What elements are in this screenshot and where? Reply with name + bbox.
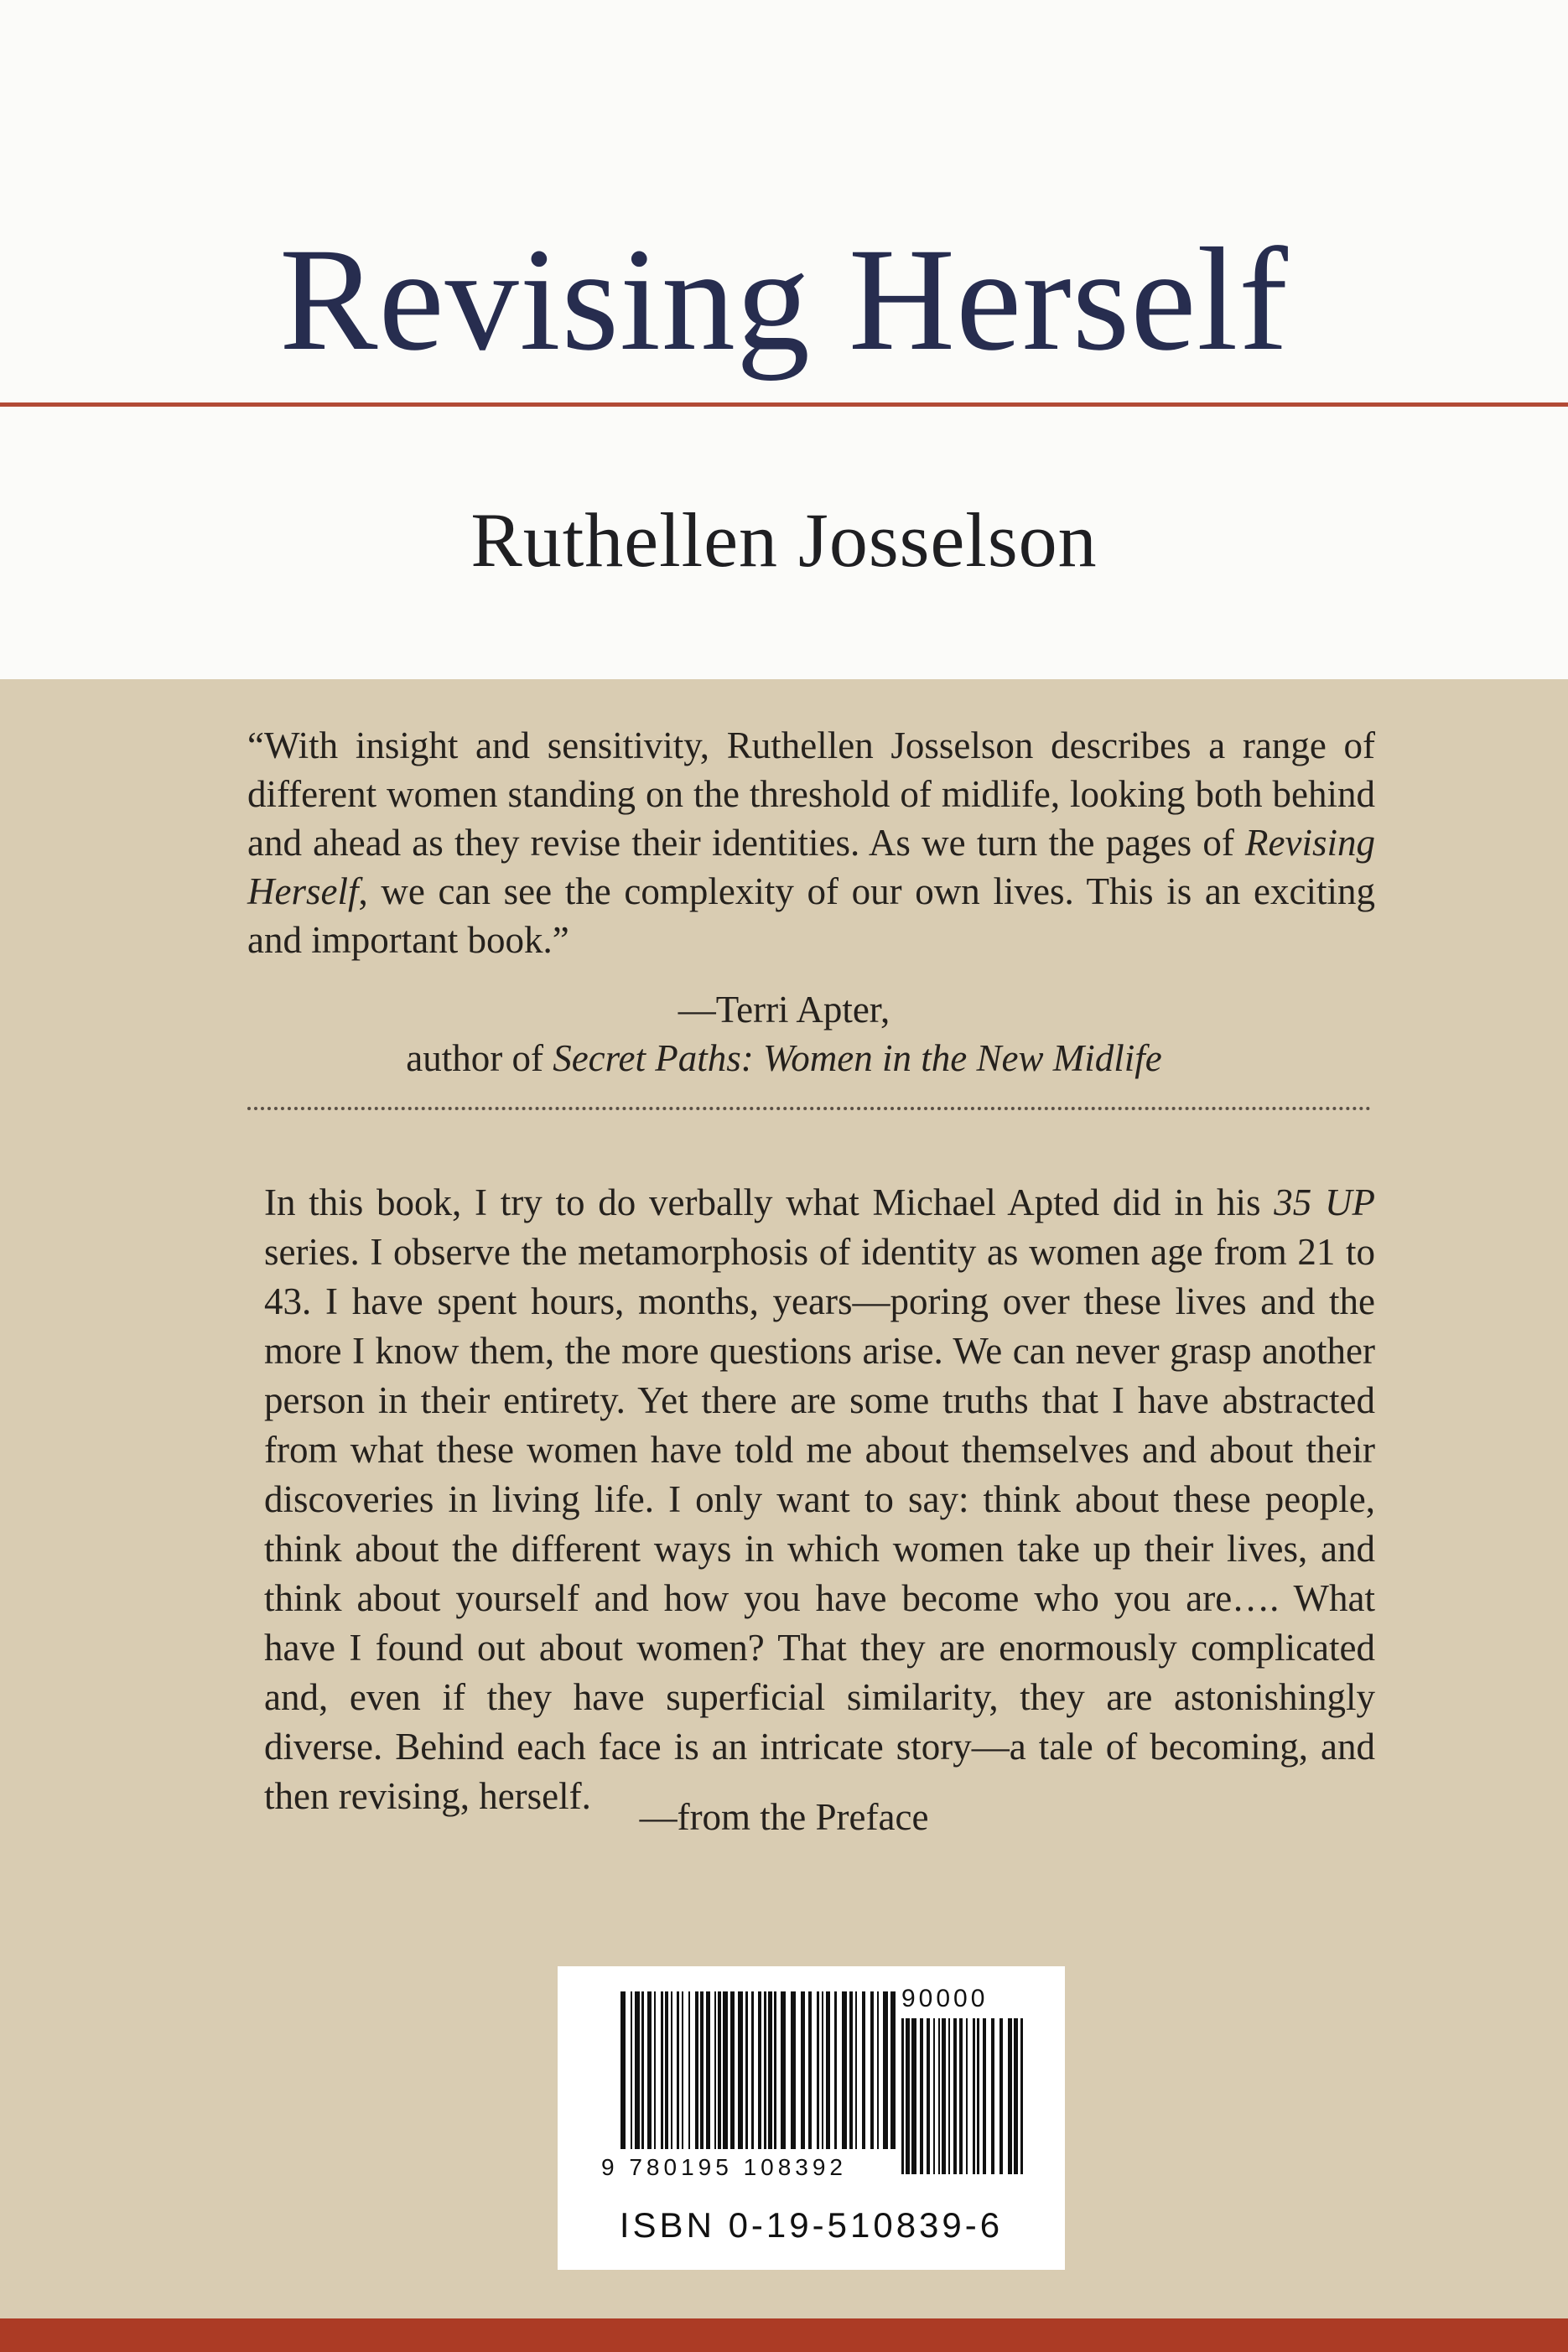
blurb-quote-tail: , we can see the complexity of our own lives. This is an exciting and important book.” xyxy=(247,870,1375,961)
blurb-quote-book-title: Revising Herself xyxy=(247,822,1375,912)
isbn-number: ISBN 0-19-510839-6 xyxy=(619,2205,1004,2245)
blurb-attribution-name: —Terri Apter, xyxy=(678,989,890,1031)
ean-digits: 9 780195 108392 xyxy=(601,2154,847,2180)
book-title: Revising Herself xyxy=(279,218,1289,382)
blurb-attribution-book-title: Secret Paths: Women in the New Midlife xyxy=(553,1037,1162,1079)
preface-excerpt xyxy=(264,1178,1375,1821)
blurb-attribution-book-line xyxy=(0,1034,1568,1083)
title-underline-rule xyxy=(0,402,1568,407)
cover-top-panel xyxy=(0,0,1568,679)
price-addon-digits: 90000 xyxy=(901,1985,989,2012)
preface-series-title: 35 UP xyxy=(1274,1181,1375,1223)
preface-credit: —from the Preface xyxy=(639,1796,929,1838)
blurb-quote xyxy=(247,721,1375,964)
blurb-attribution-prefix: author of xyxy=(406,1037,553,1079)
author-name: Ruthellen Josselson xyxy=(470,497,1098,583)
blurb-quote-lead: “With insight and sensitivity, Ruthellen Josselson describes a range of different women standing on the threshold of midlife, looking both behind and ahead as they revise their identities. As we turn the pages of xyxy=(247,724,1375,864)
bottom-color-band xyxy=(0,2318,1568,2352)
preface-tail: series. I observe the metamorphosis of identity as women age from 21 to 43. I have spent hours, months, years—poring over these lives and the more I know them, the more questions arise. We can never grasp another person in their entirety. Yet there are some truths that I have abstracted from what these women have told me about themselves and about their discoveries in living life. I only want to say: think about these people, think about the different ways in which women take up their lives, and think about yourself and how you have become who you are…. What have I found out about women? That they are enormously complicated and, even if they have superficial similarity, they are astonishingly diverse. Behind each face is an intricate story—a tale of becoming, and then revising, herself. xyxy=(264,1231,1375,1817)
barcode-label xyxy=(558,1966,1065,2270)
dotted-divider xyxy=(247,1107,1371,1110)
preface-lead: In this book, I try to do verbally what Michael Apted did in his xyxy=(264,1181,1275,1223)
